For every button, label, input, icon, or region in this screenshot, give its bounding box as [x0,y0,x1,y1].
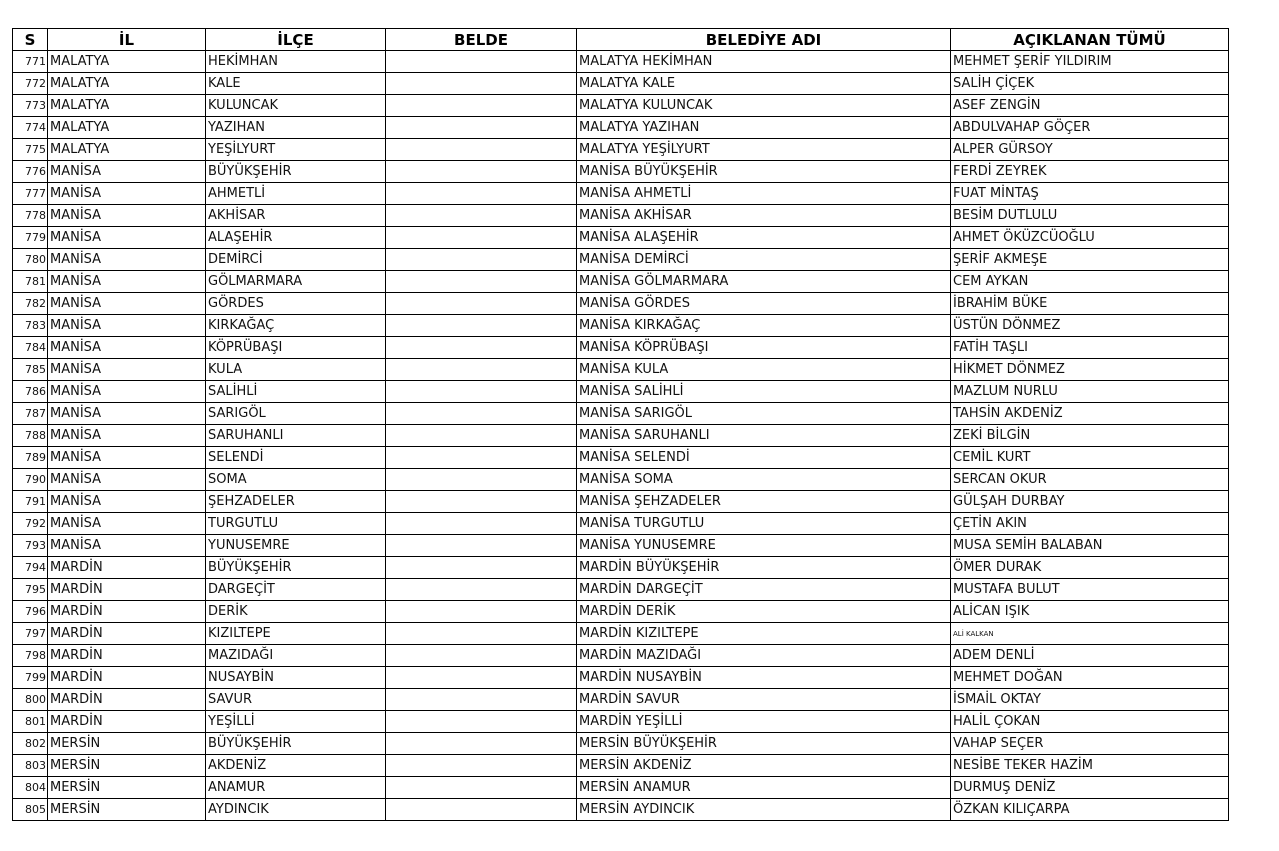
table-row [13,425,1229,447]
cell-aday: HALİL ÇOKAN [951,711,1229,733]
cell-belde [386,491,577,513]
cell-belde [386,755,577,777]
cell-belde [386,667,577,689]
cell-belde [386,469,577,491]
table-row [13,535,1229,557]
cell-belde [386,381,577,403]
cell-il: MERSİN [48,733,206,755]
cell-il: MARDİN [48,579,206,601]
cell-sira: 793 [13,535,48,557]
cell-ilce: ANAMUR [206,777,386,799]
table-row [13,623,1229,645]
cell-il: MANİSA [48,491,206,513]
cell-belediye-adi: MARDİN DARGEÇİT [577,579,951,601]
cell-aday: MUSTAFA BULUT [951,579,1229,601]
cell-belediye-adi: MARDİN NUSAYBİN [577,667,951,689]
cell-belde [386,447,577,469]
cell-belediye-adi: MANİSA KULA [577,359,951,381]
table-row [13,557,1229,579]
cell-il: MANİSA [48,359,206,381]
cell-sira: 798 [13,645,48,667]
cell-sira: 784 [13,337,48,359]
table-row [13,469,1229,491]
cell-sira: 788 [13,425,48,447]
cell-aday: ABDULVAHAP GÖÇER [951,117,1229,139]
cell-belediye-adi: MANİSA ŞEHZADELER [577,491,951,513]
table-row [13,689,1229,711]
candidate-table-sheet [12,28,1229,821]
cell-belediye-adi: MARDİN YEŞİLLİ [577,711,951,733]
cell-il: MARDİN [48,689,206,711]
cell-il: MALATYA [48,117,206,139]
cell-aday: SERCAN OKUR [951,469,1229,491]
cell-il: MALATYA [48,51,206,73]
cell-il: MANİSA [48,447,206,469]
cell-aday: HİKMET DÖNMEZ [951,359,1229,381]
table-row [13,711,1229,733]
cell-belde [386,293,577,315]
cell-belediye-adi: MANİSA GÖRDES [577,293,951,315]
cell-sira: 796 [13,601,48,623]
cell-aday: İBRAHİM BÜKE [951,293,1229,315]
cell-belediye-adi: MARDİN KIZILTEPE [577,623,951,645]
candidate-table [12,28,1229,821]
cell-aday: ÜSTÜN DÖNMEZ [951,315,1229,337]
cell-belediye-adi: MALATYA YAZIHAN [577,117,951,139]
table-row [13,447,1229,469]
cell-belde [386,73,577,95]
table-row [13,249,1229,271]
table-row [13,799,1229,821]
cell-belediye-adi: MANİSA AKHİSAR [577,205,951,227]
header-row [13,29,1229,51]
cell-ilce: AYDINCIK [206,799,386,821]
cell-sira: 776 [13,161,48,183]
cell-il: MARDİN [48,601,206,623]
cell-belediye-adi: MERSİN AKDENİZ [577,755,951,777]
cell-il: MANİSA [48,315,206,337]
cell-ilce: YEŞİLLİ [206,711,386,733]
cell-sira: 787 [13,403,48,425]
cell-sira: 773 [13,95,48,117]
cell-ilce: KÖPRÜBAŞI [206,337,386,359]
cell-belde [386,601,577,623]
cell-il: MANİSA [48,337,206,359]
cell-ilce: AHMETLİ [206,183,386,205]
cell-belediye-adi: MARDİN MAZIDAĞI [577,645,951,667]
table-row [13,227,1229,249]
cell-ilce: DARGEÇİT [206,579,386,601]
cell-ilce: KULUNCAK [206,95,386,117]
cell-belediye-adi: MANİSA SOMA [577,469,951,491]
cell-il: MANİSA [48,513,206,535]
table-row [13,117,1229,139]
cell-belde [386,161,577,183]
cell-aday: ALPER GÜRSOY [951,139,1229,161]
cell-belediye-adi: MANİSA SARUHANLI [577,425,951,447]
table-row [13,491,1229,513]
cell-aday: GÜLŞAH DURBAY [951,491,1229,513]
table-row [13,183,1229,205]
cell-sira: 771 [13,51,48,73]
cell-belde [386,689,577,711]
table-row [13,381,1229,403]
cell-belde [386,183,577,205]
cell-belde [386,117,577,139]
cell-aday: ÇETİN AKIN [951,513,1229,535]
cell-ilce: SAVUR [206,689,386,711]
cell-aday: ŞERİF AKMEŞE [951,249,1229,271]
cell-aday: TAHSİN AKDENİZ [951,403,1229,425]
table-row [13,777,1229,799]
cell-ilce: BÜYÜKŞEHİR [206,557,386,579]
cell-ilce: ALAŞEHİR [206,227,386,249]
table-row [13,403,1229,425]
cell-aday: MAZLUM NURLU [951,381,1229,403]
cell-il: MANİSA [48,425,206,447]
cell-sira: 791 [13,491,48,513]
cell-sira: 795 [13,579,48,601]
cell-il: MANİSA [48,205,206,227]
cell-sira: 799 [13,667,48,689]
cell-il: MALATYA [48,139,206,161]
cell-belediye-adi: MALATYA KALE [577,73,951,95]
cell-belediye-adi: MALATYA HEKİMHAN [577,51,951,73]
cell-ilce: YUNUSEMRE [206,535,386,557]
cell-sira: 782 [13,293,48,315]
cell-aday: CEM AYKAN [951,271,1229,293]
cell-ilce: TURGUTLU [206,513,386,535]
cell-sira: 805 [13,799,48,821]
cell-aday: CEMİL KURT [951,447,1229,469]
cell-belde [386,513,577,535]
cell-belde [386,645,577,667]
cell-il: MERSİN [48,755,206,777]
cell-il: MARDİN [48,645,206,667]
cell-il: MARDİN [48,667,206,689]
cell-sira: 778 [13,205,48,227]
cell-aday: FUAT MİNTAŞ [951,183,1229,205]
cell-belde [386,315,577,337]
cell-belde [386,205,577,227]
cell-belediye-adi: MANİSA DEMİRCİ [577,249,951,271]
cell-il: MANİSA [48,271,206,293]
cell-aday: MEHMET DOĞAN [951,667,1229,689]
cell-belediye-adi: MANİSA KIRKAĞAÇ [577,315,951,337]
cell-belediye-adi: MANİSA YUNUSEMRE [577,535,951,557]
cell-belediye-adi: MANİSA BÜYÜKŞEHİR [577,161,951,183]
table-row [13,73,1229,95]
cell-aday: FATİH TAŞLI [951,337,1229,359]
cell-ilce: BÜYÜKŞEHİR [206,161,386,183]
table-row [13,667,1229,689]
table-row [13,645,1229,667]
cell-belde [386,535,577,557]
cell-il: MANİSA [48,161,206,183]
cell-sira: 801 [13,711,48,733]
cell-belediye-adi: MANİSA SELENDİ [577,447,951,469]
cell-sira: 781 [13,271,48,293]
cell-belde [386,227,577,249]
cell-sira: 794 [13,557,48,579]
cell-aday: NESİBE TEKER HAZİM [951,755,1229,777]
table-row [13,733,1229,755]
cell-il: MANİSA [48,183,206,205]
cell-belde [386,799,577,821]
cell-belediye-adi: MALATYA YEŞİLYURT [577,139,951,161]
header-il: İL [48,29,206,51]
table-row [13,205,1229,227]
table-row [13,315,1229,337]
cell-aday: FERDİ ZEYREK [951,161,1229,183]
cell-belediye-adi: MANİSA TURGUTLU [577,513,951,535]
cell-sira: 804 [13,777,48,799]
cell-il: MERSİN [48,799,206,821]
cell-aday: ASEF ZENGİN [951,95,1229,117]
cell-il: MANİSA [48,381,206,403]
cell-sira: 792 [13,513,48,535]
cell-ilce: DEMİRCİ [206,249,386,271]
cell-belde [386,95,577,117]
cell-il: MALATYA [48,73,206,95]
cell-belediye-adi: MERSİN ANAMUR [577,777,951,799]
cell-il: MANİSA [48,535,206,557]
cell-aday: ÖMER DURAK [951,557,1229,579]
cell-aday: MUSA SEMİH BALABAN [951,535,1229,557]
cell-ilce: SALİHLİ [206,381,386,403]
header-ilce: İLÇE [206,29,386,51]
cell-il: MANİSA [48,293,206,315]
cell-belde [386,337,577,359]
cell-belediye-adi: MANİSA KÖPRÜBAŞI [577,337,951,359]
cell-belde [386,425,577,447]
cell-il: MALATYA [48,95,206,117]
cell-belde [386,733,577,755]
cell-sira: 785 [13,359,48,381]
cell-ilce: KALE [206,73,386,95]
cell-sira: 772 [13,73,48,95]
cell-belde [386,777,577,799]
cell-ilce: GÖRDES [206,293,386,315]
cell-belde [386,249,577,271]
cell-sira: 802 [13,733,48,755]
table-row [13,755,1229,777]
cell-aday: AHMET ÖKÜZCÜOĞLU [951,227,1229,249]
cell-il: MARDİN [48,711,206,733]
cell-sira: 777 [13,183,48,205]
cell-belde [386,51,577,73]
cell-belediye-adi: MANİSA ALAŞEHİR [577,227,951,249]
cell-il: MARDİN [48,557,206,579]
cell-belde [386,403,577,425]
table-row [13,95,1229,117]
cell-sira: 803 [13,755,48,777]
table-row [13,139,1229,161]
table-row [13,601,1229,623]
cell-belde [386,623,577,645]
cell-belediye-adi: MARDİN BÜYÜKŞEHİR [577,557,951,579]
cell-belediye-adi: MALATYA KULUNCAK [577,95,951,117]
cell-sira: 775 [13,139,48,161]
cell-aday: VAHAP SEÇER [951,733,1229,755]
cell-ilce: YEŞİLYURT [206,139,386,161]
cell-aday: ADEM DENLİ [951,645,1229,667]
cell-ilce: KIRKAĞAÇ [206,315,386,337]
cell-belde [386,271,577,293]
table-row [13,359,1229,381]
cell-ilce: KIZILTEPE [206,623,386,645]
cell-ilce: SELENDİ [206,447,386,469]
cell-sira: 790 [13,469,48,491]
cell-belde [386,359,577,381]
cell-aday: DURMUŞ DENİZ [951,777,1229,799]
cell-sira: 774 [13,117,48,139]
cell-belediye-adi: MARDİN DERİK [577,601,951,623]
cell-il: MARDİN [48,623,206,645]
cell-aday: İSMAİL OKTAY [951,689,1229,711]
cell-ilce: KULA [206,359,386,381]
cell-aday: BESİM DUTLULU [951,205,1229,227]
cell-sira: 789 [13,447,48,469]
cell-il: MERSİN [48,777,206,799]
cell-belediye-adi: MARDİN SAVUR [577,689,951,711]
table-row [13,513,1229,535]
cell-belediye-adi: MERSİN BÜYÜKŞEHİR [577,733,951,755]
cell-ilce: YAZIHAN [206,117,386,139]
cell-sira: 797 [13,623,48,645]
cell-belde [386,139,577,161]
header-belde: BELDE [386,29,577,51]
cell-aday: ALİ KALKAN [951,623,1229,645]
cell-ilce: ŞEHZADELER [206,491,386,513]
cell-aday: SALİH ÇİÇEK [951,73,1229,95]
cell-ilce: BÜYÜKŞEHİR [206,733,386,755]
cell-ilce: GÖLMARMARA [206,271,386,293]
cell-ilce: SARIGÖL [206,403,386,425]
cell-sira: 780 [13,249,48,271]
cell-ilce: AKHİSAR [206,205,386,227]
cell-il: MANİSA [48,227,206,249]
cell-belediye-adi: MANİSA SALİHLİ [577,381,951,403]
cell-ilce: HEKİMHAN [206,51,386,73]
cell-aday: ÖZKAN KILIÇARPA [951,799,1229,821]
cell-aday: ZEKİ BİLGİN [951,425,1229,447]
table-row [13,293,1229,315]
header-s: S [13,29,48,51]
cell-aday: ALİCAN IŞIK [951,601,1229,623]
table-row [13,337,1229,359]
cell-il: MANİSA [48,403,206,425]
table-row [13,579,1229,601]
cell-ilce: AKDENİZ [206,755,386,777]
header-belediye-adi: BELEDİYE ADI [577,29,951,51]
cell-belediye-adi: MANİSA SARIGÖL [577,403,951,425]
cell-ilce: SARUHANLI [206,425,386,447]
cell-belde [386,711,577,733]
cell-sira: 786 [13,381,48,403]
header-aciklanan: AÇIKLANAN TÜMÜ [951,29,1229,51]
table-row [13,161,1229,183]
table-row [13,271,1229,293]
cell-il: MANİSA [48,469,206,491]
cell-belediye-adi: MANİSA AHMETLİ [577,183,951,205]
cell-belediye-adi: MANİSA GÖLMARMARA [577,271,951,293]
cell-ilce: SOMA [206,469,386,491]
cell-ilce: MAZIDAĞI [206,645,386,667]
cell-belde [386,557,577,579]
cell-ilce: DERİK [206,601,386,623]
table-row [13,51,1229,73]
cell-aday: MEHMET ŞERİF YILDIRIM [951,51,1229,73]
cell-belediye-adi: MERSİN AYDINCIK [577,799,951,821]
cell-il: MANİSA [48,249,206,271]
cell-sira: 800 [13,689,48,711]
cell-sira: 783 [13,315,48,337]
cell-ilce: NUSAYBİN [206,667,386,689]
cell-sira: 779 [13,227,48,249]
cell-belde [386,579,577,601]
